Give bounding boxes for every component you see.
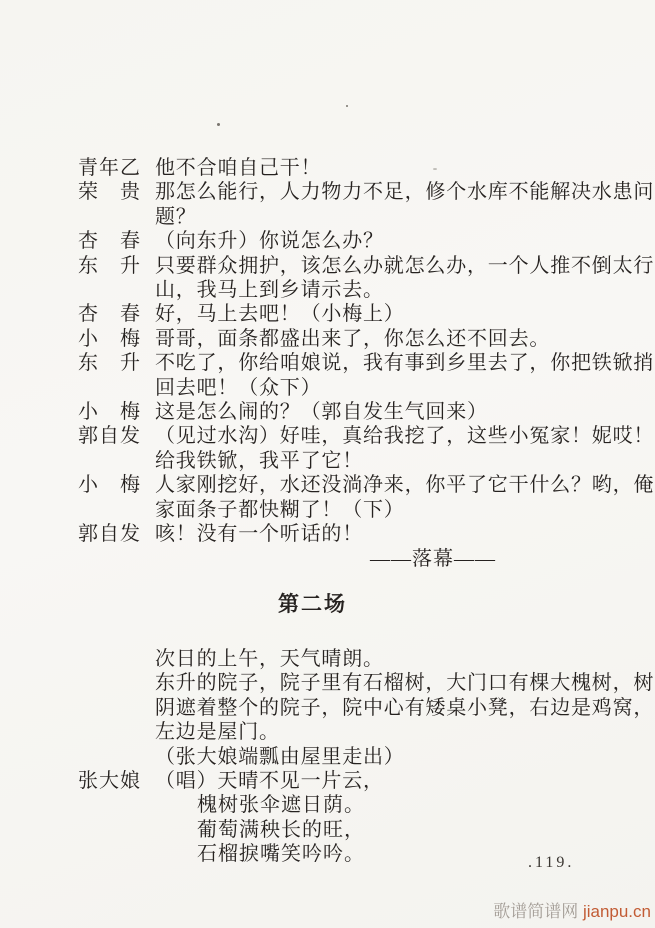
dialogue-text: 家面条子都快糊了！（下） xyxy=(155,498,405,521)
dialogue-text: 好，马上去吧！（小梅上） xyxy=(155,303,405,326)
dialogue-row xyxy=(78,302,626,326)
dialogue-row xyxy=(78,229,626,253)
stage-direction: 次日的上午，天气晴朗。 xyxy=(155,647,384,670)
watermark xyxy=(493,897,651,922)
scan-speck xyxy=(217,123,220,126)
dialogue-text: 不吃了，你给咱娘说，我有事到乡里去了，你把铁锨捎 xyxy=(155,352,655,375)
stage-directions-block xyxy=(78,647,655,769)
watermark-site-name: 歌谱简谱网 xyxy=(493,902,579,921)
speaker-name: 小 梅 xyxy=(78,474,141,497)
dialogue-text: 给我铁锨，我平了它！ xyxy=(155,449,363,472)
dialogue-text: 题？ xyxy=(155,205,197,228)
page-number: .119. xyxy=(528,854,575,871)
speaker-name: 杏 春 xyxy=(78,230,141,253)
stage-direction: 左边是屋门。 xyxy=(155,721,280,744)
stage-direction: 东升的院子，院子里有石榴树，大门口有棵大槐树，树 xyxy=(155,672,655,695)
dialogue-text: （见过水沟）好哇，真给我挖了，这些小冤家！妮哎！ xyxy=(155,425,655,448)
speaker-name: 郭自发 xyxy=(78,523,141,546)
dialogue-text: 山，我马上到乡请示去。 xyxy=(155,279,384,302)
speaker-name: 小 梅 xyxy=(78,327,141,350)
dialogue-text: 咳！没有一个听话的！ xyxy=(155,523,363,546)
dialogue-row xyxy=(78,327,626,351)
stage-direction: （张大娘端瓢由屋里走出） xyxy=(155,745,405,768)
dialogue-text: 这是怎么闹的？（郭自发生气回来） xyxy=(155,401,488,424)
song-speaker: 张大娘 xyxy=(78,769,141,792)
speaker-name: 荣 贵 xyxy=(78,181,141,204)
dialogue-row xyxy=(78,156,626,180)
scan-speck xyxy=(346,105,348,107)
curtain-note: ——落幕—— xyxy=(370,547,496,570)
dialogue-text: 那怎么能行，人力物力不足，修个水库不能解决水患问 xyxy=(155,181,655,204)
dialogue-text: 人家刚挖好，水还没淌净来，你平了它干什么？哟，俺 xyxy=(155,474,655,497)
song-line: （唱）天晴不见一片云， xyxy=(155,769,384,792)
script-text-block xyxy=(78,156,655,867)
dialogue-text: 回去吧！（众下） xyxy=(155,376,322,399)
dialogue-row xyxy=(78,473,655,497)
dialogue-text: （向东升）你说怎么办？ xyxy=(155,230,384,253)
dialogue-row xyxy=(78,522,626,546)
dialogue-row xyxy=(78,400,626,424)
speaker-name: 小 梅 xyxy=(78,401,141,424)
dialogue-row xyxy=(78,254,655,278)
speaker-name: 东 升 xyxy=(78,352,141,375)
dialogue-row xyxy=(78,278,626,302)
song-line: 石榴捩嘴笑吟吟。 xyxy=(197,843,365,866)
dialogue-row xyxy=(78,205,626,229)
dialogue-row xyxy=(78,449,626,473)
song-line: 葡萄满秧长的旺， xyxy=(197,818,365,841)
dialogue-row xyxy=(78,180,655,204)
stage-direction: 阴遮着整个的院子，院中心有矮桌小凳，右边是鸡窝， xyxy=(155,696,655,719)
speaker-name: 青年乙 xyxy=(78,157,141,179)
song-opening-row xyxy=(78,769,626,793)
speaker-name: 郭自发 xyxy=(78,425,141,448)
dialogue-text: 哥哥，面条都盛出来了，你怎么还不回去。 xyxy=(155,327,551,350)
speaker-name: 东 升 xyxy=(78,254,141,277)
dialogue-row xyxy=(78,498,626,522)
dialogue-row xyxy=(78,376,626,400)
dialogue-text: 只要群众拥护，该怎么办就怎么办，一个人推不倒太行 xyxy=(155,254,655,277)
song-line: 槐树张伞遮日荫。 xyxy=(197,794,365,817)
dialogue-row xyxy=(78,424,655,448)
dialogue-text: 他不合咱自己干！ xyxy=(155,157,322,179)
scene-heading: 第二场 xyxy=(278,591,347,616)
watermark-site-url: jianpu.cn xyxy=(582,902,651,921)
speaker-name: 杏 春 xyxy=(78,303,141,326)
dialogue-row xyxy=(78,351,655,375)
